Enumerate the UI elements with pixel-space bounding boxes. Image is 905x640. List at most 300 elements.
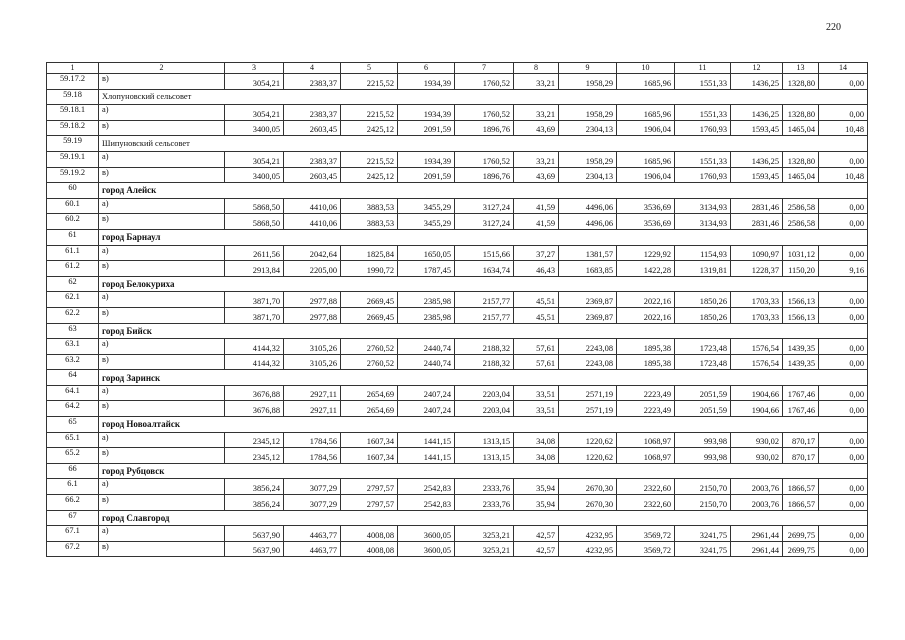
row-code: 62.1 [47, 292, 99, 308]
header-cell: 2 [99, 63, 225, 74]
value-cell: 1703,33 [731, 292, 783, 308]
value-cell: 2188,32 [455, 339, 514, 355]
value-cell: 2385,98 [398, 292, 455, 308]
value-cell: 2961,44 [731, 526, 783, 542]
value-cell: 0,00 [819, 105, 868, 121]
value-cell: 2345,12 [225, 448, 284, 464]
value-cell: 2304,13 [559, 120, 617, 136]
value-cell: 3077,29 [284, 495, 341, 511]
value-cell: 5637,90 [225, 541, 284, 557]
value-cell: 2440,74 [398, 339, 455, 355]
table-row [47, 292, 868, 308]
value-cell: 3600,05 [398, 541, 455, 557]
value-cell: 3569,72 [617, 526, 675, 542]
value-cell: 1465,04 [783, 167, 819, 183]
value-cell: 1723,48 [675, 339, 731, 355]
value-cell: 1439,35 [783, 354, 819, 370]
value-cell: 3536,69 [617, 214, 675, 230]
section-name: город Заринск [99, 370, 868, 386]
value-cell: 42,57 [514, 541, 559, 557]
value-cell: 2157,77 [455, 292, 514, 308]
value-cell: 0,00 [819, 307, 868, 323]
row-subitem: а) [99, 479, 225, 495]
value-cell: 0,00 [819, 245, 868, 261]
value-cell: 1154,93 [675, 245, 731, 261]
value-cell: 1895,38 [617, 354, 675, 370]
value-cell: 0,00 [819, 339, 868, 355]
value-cell: 2369,87 [559, 292, 617, 308]
row-code: 59.19 [47, 136, 99, 152]
value-cell: 3883,53 [341, 198, 398, 214]
row-subitem: а) [99, 432, 225, 448]
row-subitem: в) [99, 354, 225, 370]
value-cell: 3134,93 [675, 198, 731, 214]
value-cell: 3600,05 [398, 526, 455, 542]
row-code: 59.18 [47, 89, 99, 105]
value-cell: 1685,96 [617, 105, 675, 121]
value-cell: 3400,05 [225, 167, 284, 183]
value-cell: 0,00 [819, 151, 868, 167]
value-cell: 3676,88 [225, 401, 284, 417]
value-cell: 3856,24 [225, 479, 284, 495]
value-cell: 1850,26 [675, 292, 731, 308]
value-cell: 2333,76 [455, 479, 514, 495]
value-cell: 2927,11 [284, 385, 341, 401]
row-code: 65.1 [47, 432, 99, 448]
section-row [47, 229, 868, 245]
value-cell: 1784,56 [284, 448, 341, 464]
value-cell: 2223,49 [617, 401, 675, 417]
section-name: город Белокуриха [99, 276, 868, 292]
value-cell: 1090,97 [731, 245, 783, 261]
value-cell: 2699,75 [783, 526, 819, 542]
table-row [47, 307, 868, 323]
value-cell: 3054,21 [225, 74, 284, 90]
row-code: 67 [47, 510, 99, 526]
value-cell: 1381,57 [559, 245, 617, 261]
value-cell: 2670,30 [559, 479, 617, 495]
value-cell: 2203,04 [455, 385, 514, 401]
section-row [47, 276, 868, 292]
value-cell: 2831,46 [731, 198, 783, 214]
table-row [47, 401, 868, 417]
value-cell: 2091,59 [398, 120, 455, 136]
value-cell: 2215,52 [341, 105, 398, 121]
row-code: 60.2 [47, 214, 99, 230]
table-row [47, 526, 868, 542]
value-cell: 1634,74 [455, 261, 514, 277]
row-code: 66.2 [47, 495, 99, 511]
value-cell: 1228,37 [731, 261, 783, 277]
value-cell: 4410,06 [284, 198, 341, 214]
row-code: 67.1 [47, 526, 99, 542]
value-cell: 1220,62 [559, 448, 617, 464]
value-cell: 2003,76 [731, 479, 783, 495]
value-cell: 2571,19 [559, 385, 617, 401]
value-cell: 1593,45 [731, 167, 783, 183]
value-cell: 3127,24 [455, 198, 514, 214]
value-cell: 2654,69 [341, 385, 398, 401]
value-cell: 43,69 [514, 120, 559, 136]
value-cell: 0,00 [819, 292, 868, 308]
table-row [47, 198, 868, 214]
value-cell: 4463,77 [284, 526, 341, 542]
table-row [47, 74, 868, 90]
value-cell: 2205,00 [284, 261, 341, 277]
header-cell: 9 [559, 63, 617, 74]
value-cell: 2831,46 [731, 214, 783, 230]
value-cell: 0,00 [819, 354, 868, 370]
value-cell: 1150,20 [783, 261, 819, 277]
value-cell: 2797,57 [341, 479, 398, 495]
value-cell: 3676,88 [225, 385, 284, 401]
value-cell: 1703,33 [731, 307, 783, 323]
value-cell: 930,02 [731, 432, 783, 448]
section-name: город Новоалтайск [99, 417, 868, 433]
table-row [47, 120, 868, 136]
value-cell: 1220,62 [559, 432, 617, 448]
value-cell: 2333,76 [455, 495, 514, 511]
value-cell: 4463,77 [284, 541, 341, 557]
value-cell: 1551,33 [675, 74, 731, 90]
value-cell: 3856,24 [225, 495, 284, 511]
value-cell: 0,00 [819, 448, 868, 464]
value-cell: 2223,49 [617, 385, 675, 401]
header-cell: 5 [341, 63, 398, 74]
value-cell: 3253,21 [455, 526, 514, 542]
value-cell: 2603,45 [284, 120, 341, 136]
value-cell: 2927,11 [284, 401, 341, 417]
value-cell: 5868,50 [225, 198, 284, 214]
value-cell: 0,00 [819, 479, 868, 495]
value-cell: 4008,08 [341, 526, 398, 542]
value-cell: 1422,28 [617, 261, 675, 277]
value-cell: 930,02 [731, 448, 783, 464]
row-code: 66 [47, 463, 99, 479]
value-cell: 3105,26 [284, 339, 341, 355]
row-subitem: а) [99, 526, 225, 542]
value-cell: 1576,54 [731, 354, 783, 370]
row-code: 64 [47, 370, 99, 386]
value-cell: 1439,35 [783, 339, 819, 355]
header-cell: 4 [284, 63, 341, 74]
value-cell: 2215,52 [341, 151, 398, 167]
value-cell: 2157,77 [455, 307, 514, 323]
value-cell: 41,59 [514, 214, 559, 230]
value-cell: 35,94 [514, 479, 559, 495]
value-cell: 5868,50 [225, 214, 284, 230]
value-cell: 3536,69 [617, 198, 675, 214]
value-cell: 43,69 [514, 167, 559, 183]
row-code: 65.2 [47, 448, 99, 464]
value-cell: 1328,80 [783, 151, 819, 167]
value-cell: 1515,66 [455, 245, 514, 261]
row-code: 6.1 [47, 479, 99, 495]
table-row [47, 479, 868, 495]
value-cell: 1607,34 [341, 432, 398, 448]
value-cell: 4232,95 [559, 541, 617, 557]
value-cell: 1683,85 [559, 261, 617, 277]
value-cell: 4008,08 [341, 541, 398, 557]
value-cell: 2383,37 [284, 151, 341, 167]
value-cell: 1551,33 [675, 151, 731, 167]
value-cell: 1896,76 [455, 167, 514, 183]
value-cell: 4144,32 [225, 354, 284, 370]
value-cell: 2042,64 [284, 245, 341, 261]
value-cell: 1465,04 [783, 120, 819, 136]
value-cell: 1436,25 [731, 74, 783, 90]
table-row [47, 339, 868, 355]
value-cell: 993,98 [675, 432, 731, 448]
header-cell: 1 [47, 63, 99, 74]
value-cell: 41,59 [514, 198, 559, 214]
value-cell: 1990,72 [341, 261, 398, 277]
value-cell: 2003,76 [731, 495, 783, 511]
value-cell: 3105,26 [284, 354, 341, 370]
value-cell: 2425,12 [341, 167, 398, 183]
value-cell: 3569,72 [617, 541, 675, 557]
value-cell: 10,48 [819, 120, 868, 136]
value-cell: 5637,90 [225, 526, 284, 542]
value-cell: 0,00 [819, 541, 868, 557]
value-cell: 4496,06 [559, 198, 617, 214]
header-cell: 11 [675, 63, 731, 74]
table-row [47, 448, 868, 464]
value-cell: 2091,59 [398, 167, 455, 183]
value-cell: 45,51 [514, 307, 559, 323]
value-cell: 2797,57 [341, 495, 398, 511]
value-cell: 2022,16 [617, 307, 675, 323]
value-cell: 1576,54 [731, 339, 783, 355]
value-cell: 2586,58 [783, 198, 819, 214]
section-row [47, 323, 868, 339]
value-cell: 1685,96 [617, 74, 675, 90]
value-cell: 2385,98 [398, 307, 455, 323]
value-cell: 1068,97 [617, 432, 675, 448]
row-code: 63 [47, 323, 99, 339]
row-code: 64.1 [47, 385, 99, 401]
header-cell: 6 [398, 63, 455, 74]
row-code: 61.1 [47, 245, 99, 261]
value-cell: 870,17 [783, 432, 819, 448]
value-cell: 2322,60 [617, 495, 675, 511]
value-cell: 1895,38 [617, 339, 675, 355]
row-code: 63.1 [47, 339, 99, 355]
value-cell: 2670,30 [559, 495, 617, 511]
table-row [47, 385, 868, 401]
value-cell: 1760,52 [455, 74, 514, 90]
row-code: 59.17.2 [47, 74, 99, 90]
value-cell: 993,98 [675, 448, 731, 464]
value-cell: 34,08 [514, 432, 559, 448]
row-code: 63.2 [47, 354, 99, 370]
value-cell: 1934,39 [398, 151, 455, 167]
row-subitem: в) [99, 120, 225, 136]
value-cell: 1760,93 [675, 167, 731, 183]
table-row [47, 261, 868, 277]
value-cell: 2603,45 [284, 167, 341, 183]
value-cell: 4144,32 [225, 339, 284, 355]
value-cell: 1934,39 [398, 105, 455, 121]
value-cell: 45,51 [514, 292, 559, 308]
value-cell: 1031,12 [783, 245, 819, 261]
section-row [47, 463, 868, 479]
value-cell: 0,00 [819, 74, 868, 90]
value-cell: 1760,52 [455, 151, 514, 167]
section-name: город Барнаул [99, 229, 868, 245]
value-cell: 33,21 [514, 151, 559, 167]
header-cell: 14 [819, 63, 868, 74]
row-code: 60 [47, 183, 99, 199]
value-cell: 1784,56 [284, 432, 341, 448]
value-cell: 1866,57 [783, 495, 819, 511]
value-cell: 1896,76 [455, 120, 514, 136]
value-cell: 1904,66 [731, 385, 783, 401]
value-cell: 2215,52 [341, 74, 398, 90]
value-cell: 2188,32 [455, 354, 514, 370]
table-row [47, 214, 868, 230]
section-name: Шипуновский сельсовет [99, 136, 868, 152]
section-row [47, 370, 868, 386]
row-code: 65 [47, 417, 99, 433]
value-cell: 2304,13 [559, 167, 617, 183]
value-cell: 1958,29 [559, 151, 617, 167]
value-cell: 1566,13 [783, 307, 819, 323]
value-cell: 1319,81 [675, 261, 731, 277]
row-code: 59.18.1 [47, 105, 99, 121]
table-row [47, 432, 868, 448]
value-cell: 3241,75 [675, 526, 731, 542]
value-cell: 34,08 [514, 448, 559, 464]
value-cell: 33,21 [514, 74, 559, 90]
value-cell: 1229,92 [617, 245, 675, 261]
row-code: 59.18.2 [47, 120, 99, 136]
value-cell: 3054,21 [225, 151, 284, 167]
value-cell: 2654,69 [341, 401, 398, 417]
table-row [47, 167, 868, 183]
row-subitem: в) [99, 167, 225, 183]
row-subitem: в) [99, 495, 225, 511]
row-subitem: а) [99, 385, 225, 401]
value-cell: 2407,24 [398, 385, 455, 401]
header-cell: 13 [783, 63, 819, 74]
row-subitem: а) [99, 339, 225, 355]
section-name: город Бийск [99, 323, 868, 339]
table-row [47, 495, 868, 511]
value-cell: 1436,25 [731, 105, 783, 121]
value-cell: 1767,46 [783, 385, 819, 401]
header-cell: 8 [514, 63, 559, 74]
header-cell: 12 [731, 63, 783, 74]
value-cell: 1068,97 [617, 448, 675, 464]
value-cell: 0,00 [819, 214, 868, 230]
value-cell: 1958,29 [559, 74, 617, 90]
section-row [47, 136, 868, 152]
section-row [47, 89, 868, 105]
value-cell: 2243,08 [559, 339, 617, 355]
section-row [47, 417, 868, 433]
header-cell: 7 [455, 63, 514, 74]
row-code: 62.2 [47, 307, 99, 323]
row-subitem: в) [99, 307, 225, 323]
tariff-table [46, 62, 868, 557]
value-cell: 0,00 [819, 495, 868, 511]
section-name: город Рубцовск [99, 463, 868, 479]
value-cell: 2051,59 [675, 401, 731, 417]
row-subitem: а) [99, 245, 225, 261]
value-cell: 1906,04 [617, 120, 675, 136]
value-cell: 3883,53 [341, 214, 398, 230]
row-code: 61 [47, 229, 99, 245]
value-cell: 3241,75 [675, 541, 731, 557]
value-cell: 2571,19 [559, 401, 617, 417]
value-cell: 2243,08 [559, 354, 617, 370]
value-cell: 4232,95 [559, 526, 617, 542]
row-code: 60.1 [47, 198, 99, 214]
value-cell: 2150,70 [675, 479, 731, 495]
value-cell: 3077,29 [284, 479, 341, 495]
value-cell: 33,21 [514, 105, 559, 121]
section-name: Хлопуновский сельсовет [99, 89, 868, 105]
value-cell: 57,61 [514, 354, 559, 370]
row-subitem: в) [99, 214, 225, 230]
value-cell: 2150,70 [675, 495, 731, 511]
value-cell: 1313,15 [455, 448, 514, 464]
value-cell: 0,00 [819, 198, 868, 214]
value-cell: 3871,70 [225, 292, 284, 308]
value-cell: 33,51 [514, 385, 559, 401]
row-subitem: в) [99, 261, 225, 277]
value-cell: 2669,45 [341, 307, 398, 323]
table-row [47, 245, 868, 261]
value-cell: 3127,24 [455, 214, 514, 230]
value-cell: 1607,34 [341, 448, 398, 464]
value-cell: 0,00 [819, 401, 868, 417]
value-cell: 0,00 [819, 385, 868, 401]
row-subitem: а) [99, 292, 225, 308]
value-cell: 2977,88 [284, 292, 341, 308]
section-name: город Славгород [99, 510, 868, 526]
value-cell: 1328,80 [783, 74, 819, 90]
value-cell: 1723,48 [675, 354, 731, 370]
row-code: 59.19.2 [47, 167, 99, 183]
row-subitem: в) [99, 401, 225, 417]
value-cell: 2022,16 [617, 292, 675, 308]
value-cell: 1313,15 [455, 432, 514, 448]
value-cell: 1934,39 [398, 74, 455, 90]
value-cell: 2542,83 [398, 479, 455, 495]
value-cell: 3455,29 [398, 198, 455, 214]
value-cell: 1441,15 [398, 448, 455, 464]
value-cell: 1436,25 [731, 151, 783, 167]
row-code: 61.2 [47, 261, 99, 277]
row-subitem: а) [99, 151, 225, 167]
value-cell: 1593,45 [731, 120, 783, 136]
page-number: 220 [826, 22, 841, 33]
row-subitem: в) [99, 74, 225, 90]
row-code: 59.19.1 [47, 151, 99, 167]
value-cell: 1650,05 [398, 245, 455, 261]
value-cell: 2961,44 [731, 541, 783, 557]
value-cell: 1551,33 [675, 105, 731, 121]
value-cell: 3455,29 [398, 214, 455, 230]
value-cell: 1328,80 [783, 105, 819, 121]
table-row [47, 151, 868, 167]
header-cell: 3 [225, 63, 284, 74]
value-cell: 46,43 [514, 261, 559, 277]
value-cell: 870,17 [783, 448, 819, 464]
value-cell: 33,51 [514, 401, 559, 417]
